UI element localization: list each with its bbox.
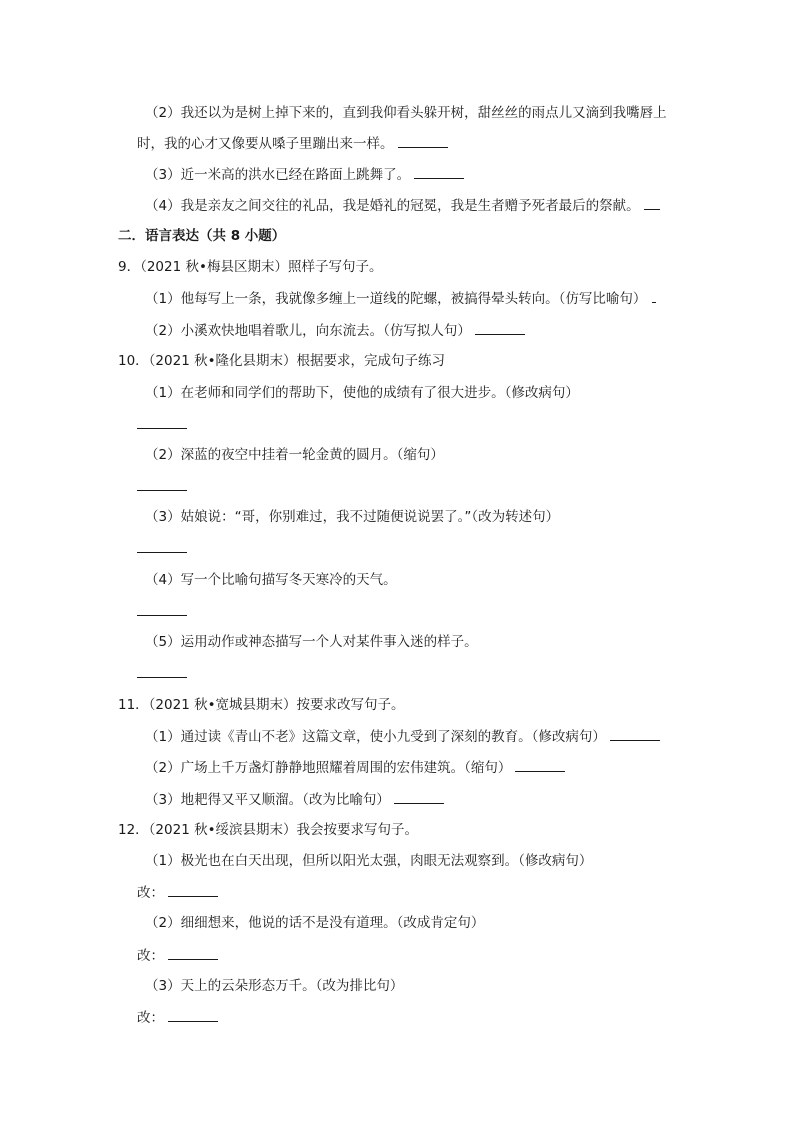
question-12-2: （2）细细想来，他说的话不是没有道理。（改成肯定句） (145, 915, 485, 931)
answer-line-12-1: 改： (137, 882, 218, 903)
answer-blank[interactable] (398, 133, 448, 148)
question-11-3: （3）地耙得又平又顺溜。（改为比喻句） (145, 789, 444, 810)
answer-line-10-3 (137, 538, 187, 559)
answer-blank[interactable] (414, 164, 464, 179)
question-9-2: （2）小溪欢快地唱着歌儿，向东流去。（仿写拟人句） (145, 320, 525, 341)
answer-blank[interactable] (168, 945, 218, 960)
question-10-5: （5）运用动作或神态描写一个人对某件事入迷的样子。 (145, 634, 478, 650)
question-8-2-line-1: （2）我还以为是树上掉下来的，直到我仰看头躲开树，甜丝丝的雨点儿又滴到我嘴唇上 (145, 105, 667, 121)
answer-blank[interactable] (137, 476, 187, 491)
answer-line-10-5 (137, 663, 187, 684)
answer-line-10-2 (137, 476, 187, 497)
answer-line-10-1 (137, 414, 187, 435)
question-8-2-line-2: 时，我的心才又像要从嗓子里蹦出来一样。 (137, 133, 448, 154)
answer-blank[interactable] (168, 1007, 218, 1022)
answer-line-12-2: 改： (137, 945, 218, 966)
answer-line-12-3: 改： (137, 1007, 218, 1028)
answer-line-10-4 (137, 601, 187, 622)
answer-blank[interactable] (515, 757, 565, 772)
question-9-title: 9．（2021 秋•梅县区期末）照样子写句子。 (118, 259, 383, 275)
answer-blank[interactable] (394, 789, 444, 804)
question-10-2: （2）深蓝的夜空中挂着一轮金黄的圆月。（缩句） (145, 447, 444, 463)
question-8-4: （4）我是亲友之间交往的礼品，我是婚礼的冠冕，我是生者赠予死者最后的祭献。 (145, 195, 660, 216)
question-12-1: （1）极光也在白天出现，但所以阳光太强，肉眼无法观察到。（修改病句） (145, 853, 593, 869)
question-8-3: （3）近一米高的洪水已经在路面上跳舞了。 (145, 164, 464, 185)
question-11-1: （1）通过读《青山不老》这篇文章，使小九受到了深刻的教育。（修改病句） (145, 726, 660, 747)
question-10-3: （3）姑娘说：“哥，你别难过，我不过随便说说罢了。”（改为转述句） (145, 509, 560, 525)
section-heading-language-expression: 二．语言表达（共 8 小题） (118, 228, 286, 244)
question-12-title: 12．（2021 秋•绥滨县期末）我会按要求写句子。 (118, 822, 419, 838)
question-11-2: （2）广场上千万盏灯静静地照耀着周围的宏伟建筑。（缩句） (145, 757, 565, 778)
question-10-4: （4）写一个比喻句描写冬天寒冷的天气。 (145, 572, 397, 588)
question-9-1: （1）他每写上一条，我就像多缠上一道线的陀螺，被搞得晕头转向。（仿写比喻句） (145, 288, 656, 309)
answer-blank[interactable] (475, 320, 525, 335)
question-11-title: 11．（2021 秋•宽城县期末）按要求改写句子。 (118, 697, 405, 713)
answer-blank[interactable] (137, 538, 187, 553)
answer-blank[interactable] (137, 414, 187, 429)
question-10-1: （1）在老师和同学们的帮助下，使他的成绩有了很大进步。（修改病句） (145, 385, 579, 401)
answer-blank[interactable] (610, 726, 660, 741)
answer-blank[interactable] (652, 288, 656, 303)
answer-blank[interactable] (644, 195, 660, 210)
answer-blank[interactable] (137, 663, 187, 678)
question-12-3: （3）天上的云朵形态万千。（改为排比句） (145, 978, 404, 994)
answer-blank[interactable] (137, 601, 187, 616)
answer-blank[interactable] (168, 882, 218, 897)
question-10-title: 10．（2021 秋•隆化县期末）根据要求，完成句子练习 (118, 353, 446, 369)
